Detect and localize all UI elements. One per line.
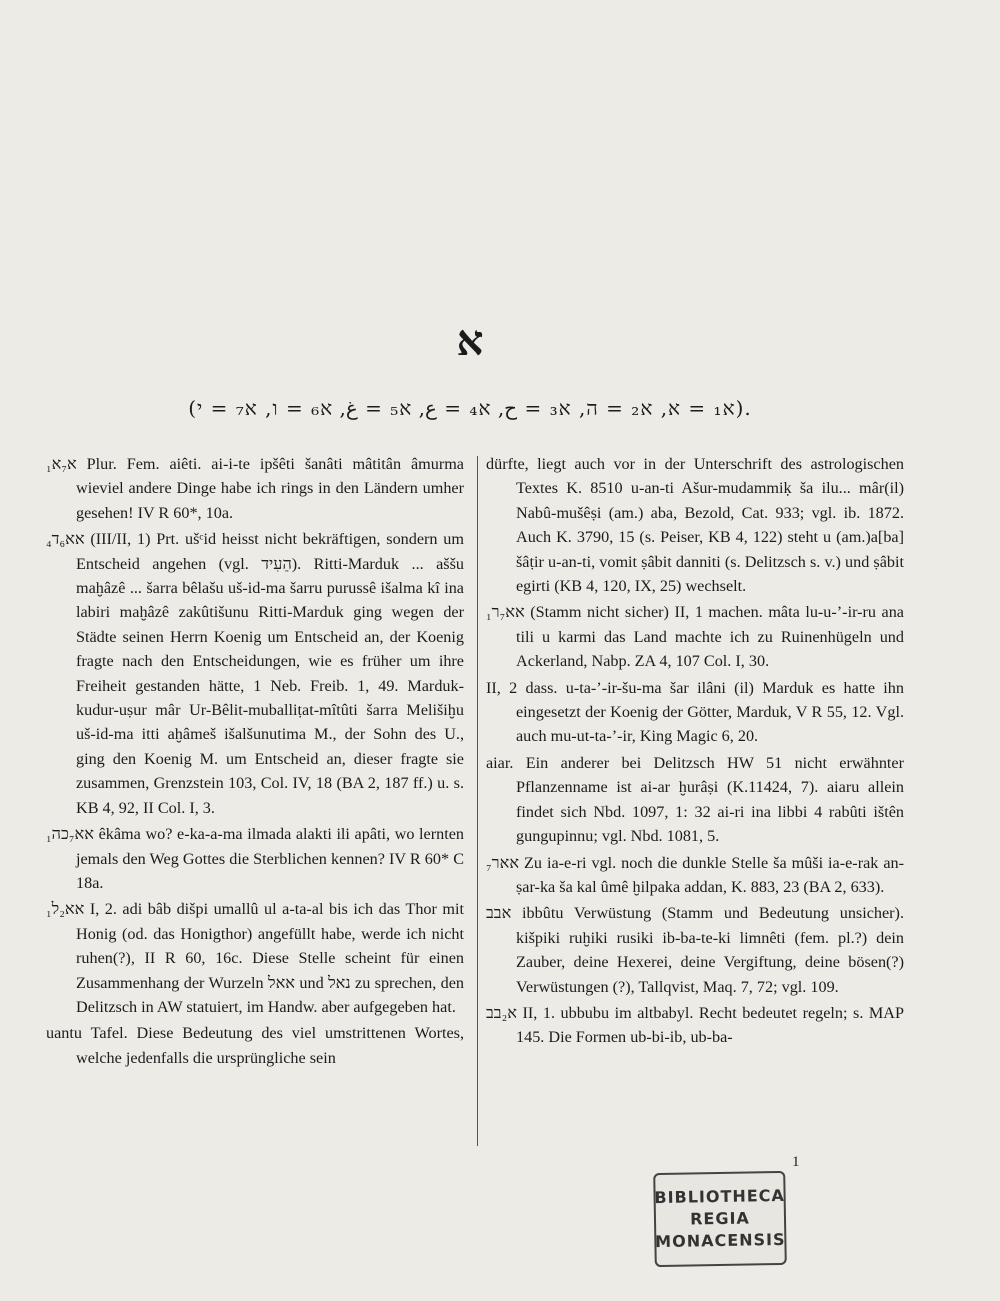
entry: אא₇כה₁ êkâma wo? e-ka-a-ma ilmada alakti ili apâti, wo lernten jemals den Weg Gottes die Sterblichen kennen? IV R 60* C 18a. xyxy=(46,825,464,892)
library-stamp xyxy=(653,1171,787,1267)
entry: אבב ibbûtu Verwüstung (Stamm und Bedeutung unsicher). kišpiki ruḫiki rusiki ib-ba-te-ki limnêti (fem. pl.?) dein Zauber, deine Hexerei, deine Vergiftung, deine bösen(?) Verwüstungen (?), Tallqvist, Maq. 7, 72; vgl. 109. xyxy=(486,904,904,996)
section-letter: א xyxy=(456,316,484,365)
entry: dürfte, liegt auch vor in der Unterschrift des astrologischen Textes K. 8510 u-an-ti Ašur-mudammiḳ ša ilu... mâr(il) Nabû-mušêṣi (am.) aba, Bezold, Cat. 933; vgl. ib. 1872. Auch K. 3790, 15 (s. Peiser, KB 4, 122) steht u (am.)a[ba] šâṭir u-an-ti, vomit ṣâbit danniti (s. Delitzsch s. v.) und ṣâbit egirti (KB 4, 120, IX, 25) wechselt. xyxy=(486,455,904,596)
stamp-line: MONACENSIS xyxy=(655,1229,786,1252)
right-column xyxy=(486,452,904,1052)
page-number: 1 xyxy=(792,1154,800,1170)
column-divider xyxy=(477,456,478,1146)
entry: א₇א₁ Plur. Fem. aiêti. ai-i-te ipšêti šanâti mâtitân âmurma wieviel andere Dinge habe ich rings in den Ländern umher gesehen! IV R 60*, 10a. xyxy=(46,455,464,522)
entry: אאר₇ Zu ia-e-ri vgl. noch die dunkle Stelle ša mûši ia-e-rak an-ṣar-ka ša kal ûmê ḫilpaka addan, K. 883, 23 (BA 2, 633). xyxy=(486,853,904,896)
entry: אא₇ר₁ (Stamm nicht sicher) II, 1 machen. mâta lu-u-’-ir-ru ana tili u karmi das Land machte ich zu Ruinenhügeln und Ackerland, Nabp. ZA 4, 107 Col. I, 30. xyxy=(486,603,904,671)
entry: aiar. Ein anderer bei Delitzsch HW 51 nicht erwähnter Pflanzenname ist ai-ar ḫurâṣi (K.11424, 7). aiaru allein findet sich Nbd. 1097, 1: 32 ai-ri ina libbi 4 rabûti ištên gungupinnu; vgl. Nbd. 1081, 5. xyxy=(486,753,904,846)
entry: uantu Tafel. Diese Bedeutung des viel umstrittenen Wortes, welche jedenfalls die ursprüngliche sein xyxy=(46,1024,464,1067)
entry: אא₂ל₁ I, 2. adi bâb dišpi umallû ul a-ta-al bis ich das Thor mit Honig (od. das Honigthor) angefüllt habe, werde ich nicht ruhen(?), II R 60, 16c. Diese Stelle scheint für einen Zusammenhang der Wurzeln אאל und נאל zu sprechen, den Delitzsch in AW statuiert, im Handw. aber aufgegeben hat. xyxy=(46,900,464,1016)
entry: II, 2 dass. u-ta-’-ir-šu-ma šar ilâni (il) Marduk es hatte ihn eingesetzt der Koenig der Götter, Marduk, V R 55, 12. Vgl. auch mu-ut-ta-’-ir, King Magic 6, 20. xyxy=(486,678,904,746)
letter-equivalences: (א₁ = א, א₂ = ה, א₃ = ح, א₄ = ع, א₅ = غ, א₆ = ו, א₇ = י). xyxy=(188,396,752,420)
entry: אא₆ד₄ (III/II, 1) Prt. ušᶜid heisst nicht bekräftigen, sondern um Entscheid angehen (vgl. הֵעִיד). Ritti-Marduk ... aššu maḫâzê ... šarra bêlašu uš-id-ma šarru purussê išalma kî ina labiri maḫâzê zakûtišunu Ritti-Marduk ging wegen der Städte seinen Herrn Koenig um Entscheid an, der Koenig fragte nach den Entscheidungen, wie es früher um ihre Freiheit gestanden hätte, 1 Neb. Freib. 1, 49. Marduk-kudur-uṣur mâr Ur-Bêlit-muballiṭat-mîtûti šarra Melišiḫu uš-id-ma itti aḫâmeš išalšunutima M., der Sohn des U., ging den Koenig M. um Entscheid an, dieser fragte sie zusammen, Grenzstein 103, Col. IV, 18 (BA 2, 187 ff.) u. s. KB 4, 92, II Col. I, 3. xyxy=(46,530,464,817)
stamp-line: REGIA xyxy=(689,1208,751,1229)
left-column xyxy=(46,452,464,1072)
entry: א₂בב II, 1. ubbubu im altbabyl. Recht bedeutet regeln; s. MAP 145. Die Formen ub-bi-ib, ub-ba- xyxy=(486,1003,904,1047)
stamp-line: BIBLIOTHECA xyxy=(654,1185,785,1208)
